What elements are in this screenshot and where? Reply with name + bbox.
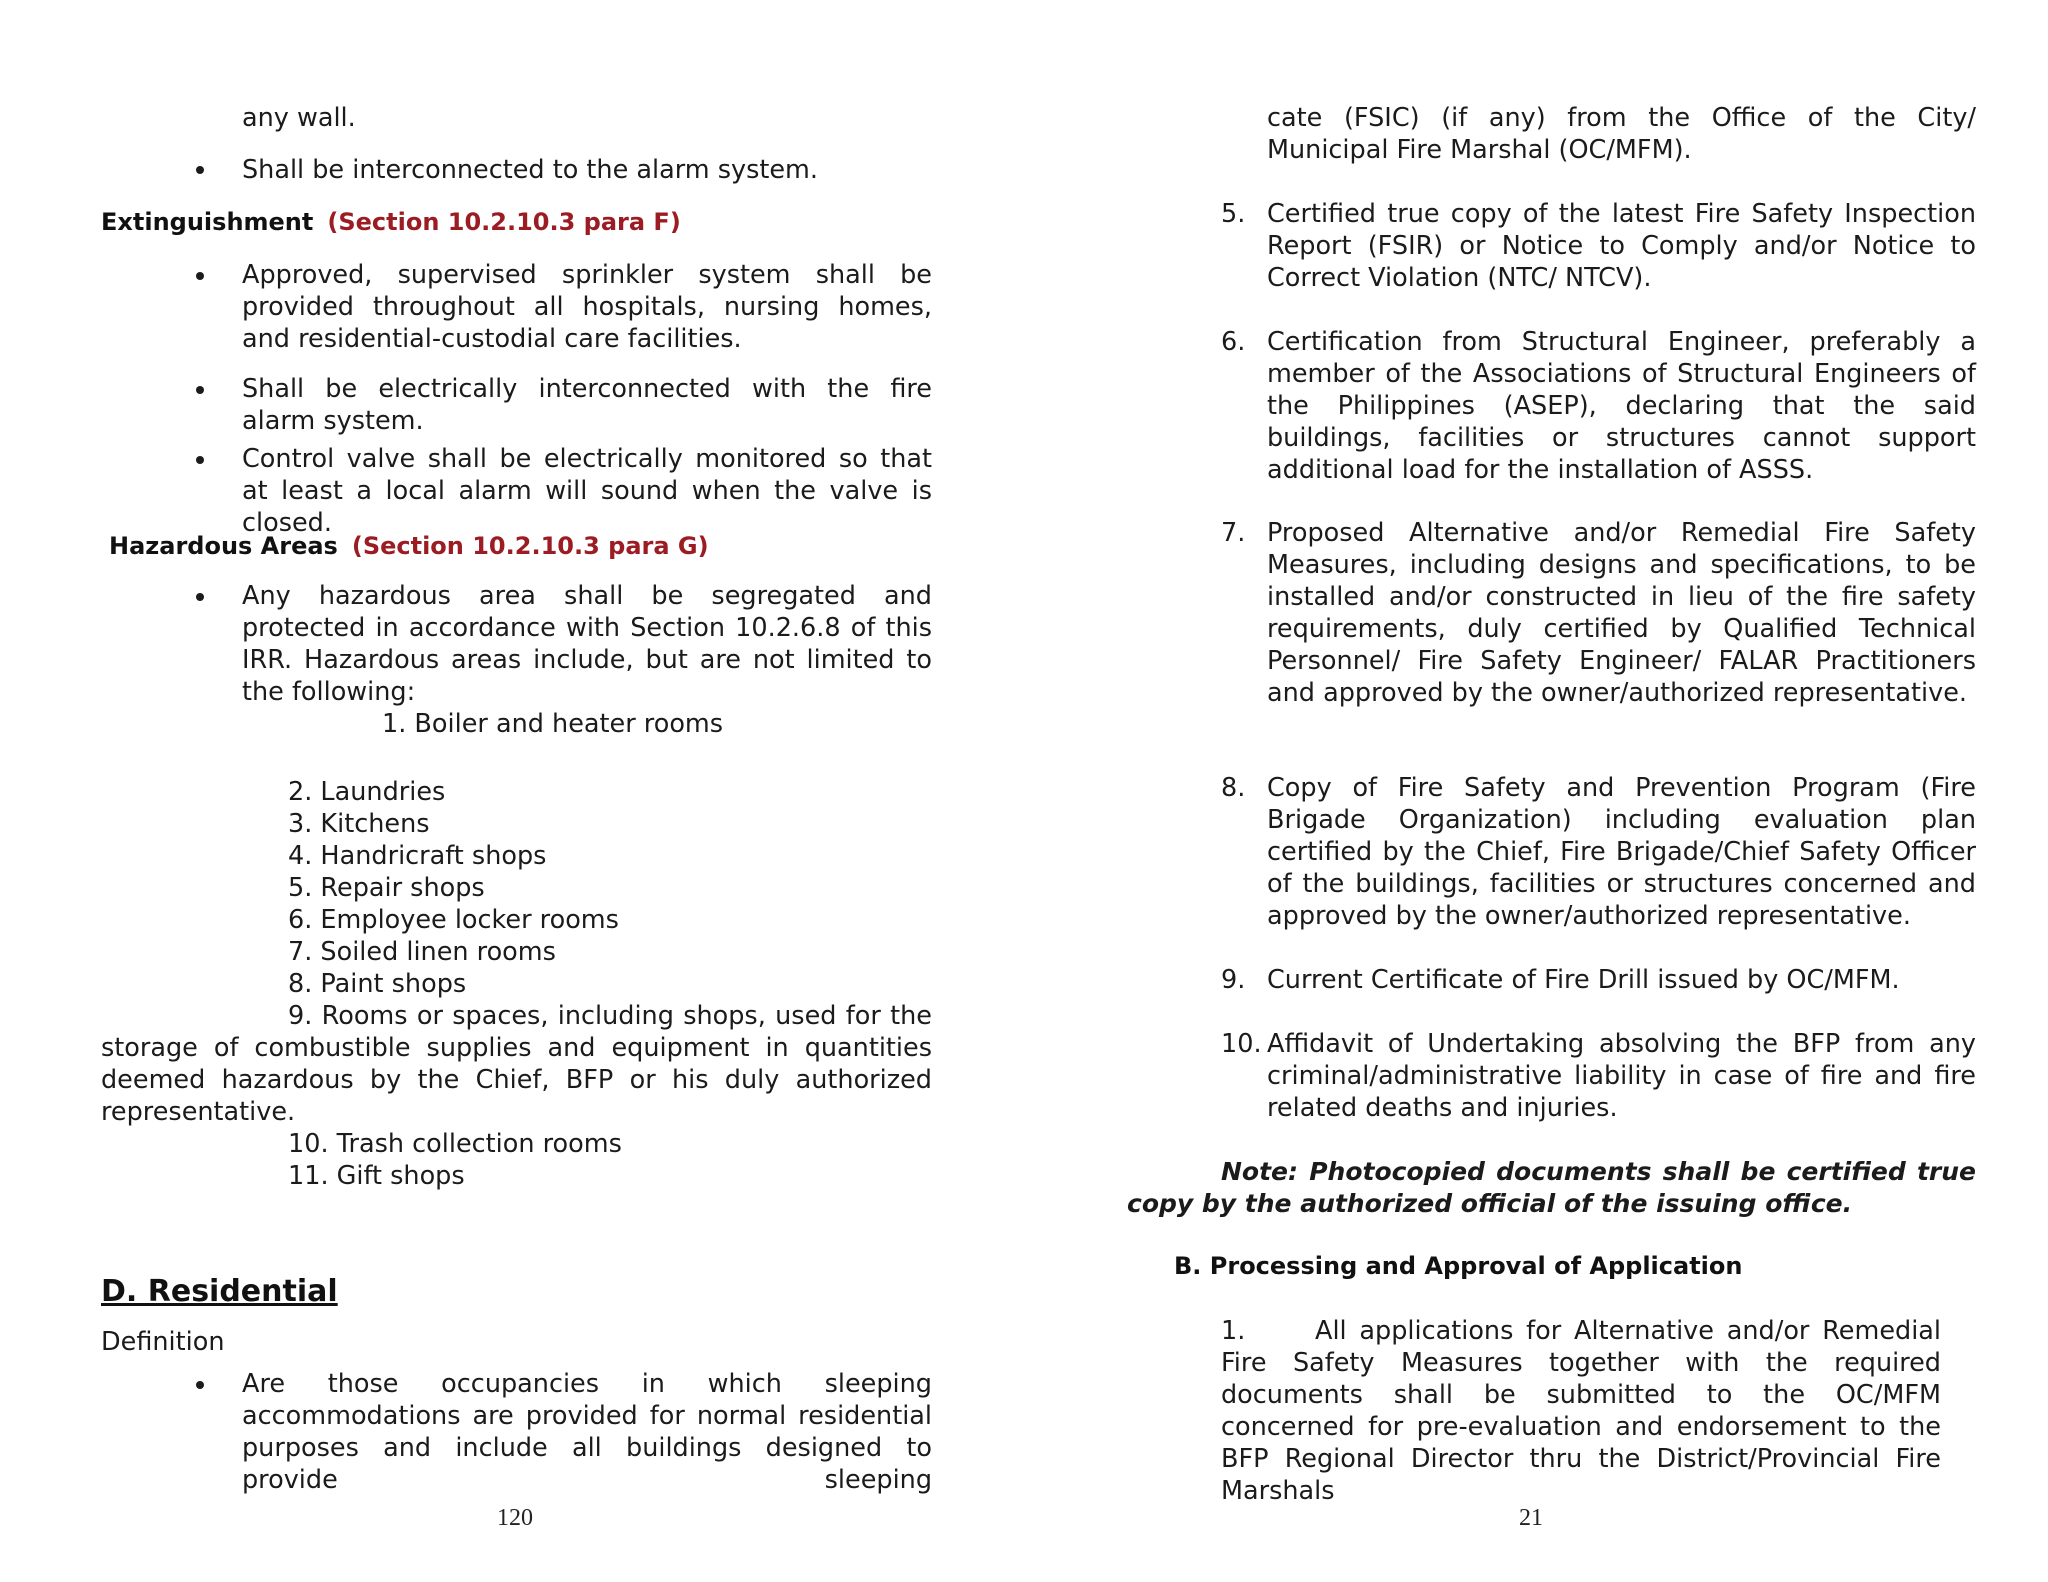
extinguishment-reference: (Section 10.2.10.3 para F) <box>327 208 681 236</box>
hazardous-item-11: 11. Gift shops <box>288 1161 465 1191</box>
section-b-item-1-text: All applications for Alternative and/or Remedial Fire Safety Measures together with the required documents shall be submitted to the OC/MFM concerned for pre-evaluation and endorsement to the BFP Regional Director thru the District/Provincial Fire Marshals <box>1221 1316 1941 1506</box>
hazardous-reference: (Section 10.2.10.3 para G) <box>351 532 709 560</box>
item-10-text: Affidavit of Undertaking absolving the BFP from any criminal/administrative liability in case of fire and fire related deaths and injuries. <box>1267 1029 1976 1123</box>
item-number: 8. <box>1221 773 1246 803</box>
extinguishment-heading <box>101 206 681 238</box>
extinguishment-bullet-2: Shall be electrically interconnected with the fire alarm system. <box>242 374 932 436</box>
bullet-icon <box>196 166 204 174</box>
right-page <box>1024 0 2048 1582</box>
continued-text: cate (FSIC) (if any) from the Office of the City/ Municipal Fire Marshal (OC/MFM). <box>1267 103 1976 165</box>
page-number: 120 <box>497 1505 533 1531</box>
item-6-text: Certification from Structural Engineer, preferably a member of the Associations of Structural Engineers of the Philippines (ASEP), declaring that the said buildings, facilities or structures cannot support additional load for the installation of ASSS. <box>1267 327 1976 485</box>
continued-text: any wall. <box>242 103 356 133</box>
item-number: 9. <box>1221 965 1246 995</box>
item-8-text: Copy of Fire Safety and Prevention Program (Fire Brigade Organization) including evaluation plan certified by the Chief, Fire Brigade/Chief Safety Officer of the buildings, facilities or structures concerned and approved by the owner/authorized representative. <box>1267 773 1976 931</box>
bullet-icon <box>196 1381 204 1389</box>
item-number: 10. <box>1221 1029 1262 1059</box>
bullet-icon <box>196 593 204 601</box>
page-number: 21 <box>1519 1505 1543 1531</box>
hazardous-item-6: 6. Employee locker rooms <box>288 905 619 935</box>
interconnect-bullet: Shall be interconnected to the alarm system. <box>242 155 818 185</box>
bullet-icon <box>196 456 204 464</box>
extinguishment-bullet-1: Approved, supervised sprinkler system shall be provided throughout all hospitals, nursing homes, and residential-custodial care facilities. <box>242 260 932 354</box>
hazardous-item-2: 2. Laundries <box>288 777 446 807</box>
hazardous-item-5: 5. Repair shops <box>288 873 485 903</box>
item-5-text: Certified true copy of the latest Fire Safety Inspection Report (FSIR) or Notice to Comply and/or Notice to Correct Violation (NTC/ NTCV). <box>1267 199 1976 293</box>
hazardous-item-7: 7. Soiled linen rooms <box>288 937 556 967</box>
hazardous-title: Hazardous Areas <box>109 532 338 560</box>
hazardous-item-10: 10. Trash collection rooms <box>288 1129 622 1159</box>
hazardous-heading <box>109 530 709 562</box>
note-text: Note: Photocopied documents shall be certified true copy by the authorized official of the issuing office. <box>1127 1157 1976 1218</box>
item-9-text: Current Certificate of Fire Drill issued by OC/MFM. <box>1267 965 1900 995</box>
residential-bullet: Are those occupancies in which sleeping accommodations are provided for normal residential purposes and include all buildings designed to provide sleeping <box>242 1369 932 1495</box>
bullet-icon <box>196 272 204 280</box>
section-b-heading: B. Processing and Approval of Application <box>1174 1252 1743 1280</box>
hazardous-item-1: 1. Boiler and heater rooms <box>382 709 724 739</box>
extinguishment-title: Extinguishment <box>101 208 314 236</box>
hazardous-item-3: 3. Kitchens <box>288 809 430 839</box>
residential-section-title: D. Residential <box>101 1274 338 1309</box>
definition-label: Definition <box>101 1327 225 1357</box>
hazardous-item-9: 9. Rooms or spaces, including shops, used for the storage of combustible supplies and equipment in quantities deemed hazardous by the Chief, BFP or his duly authorized representative. <box>101 1001 932 1127</box>
bullet-icon <box>196 386 204 394</box>
item-number: 7. <box>1221 518 1246 548</box>
item-7-text: Proposed Alternative and/or Remedial Fire Safety Measures, including designs and specifications, to be installed and/or constructed in lieu of the fire safety requirements, duly certified by Qualified Technical Personnel/ Fire Safety Engineer/ FALAR Practitioners and approved by the owner/authorized representative. <box>1267 518 1976 708</box>
item-number: 1. <box>1221 1316 1246 1346</box>
item-number: 6. <box>1221 327 1246 357</box>
section-b-item-1 <box>1221 1315 1941 1507</box>
hazardous-item-4: 4. Handricraft shops <box>288 841 547 871</box>
hazardous-item-8: 8. Paint shops <box>288 969 467 999</box>
hazardous-bullet: Any hazardous area shall be segregated and protected in accordance with Section 10.2.6.8 of this IRR. Hazardous areas include, but are not limited to the following: <box>242 581 932 707</box>
item-number: 5. <box>1221 199 1246 229</box>
extinguishment-bullet-3: Control valve shall be electrically monitored so that at least a local alarm will sound when the valve is closed. <box>242 444 932 538</box>
